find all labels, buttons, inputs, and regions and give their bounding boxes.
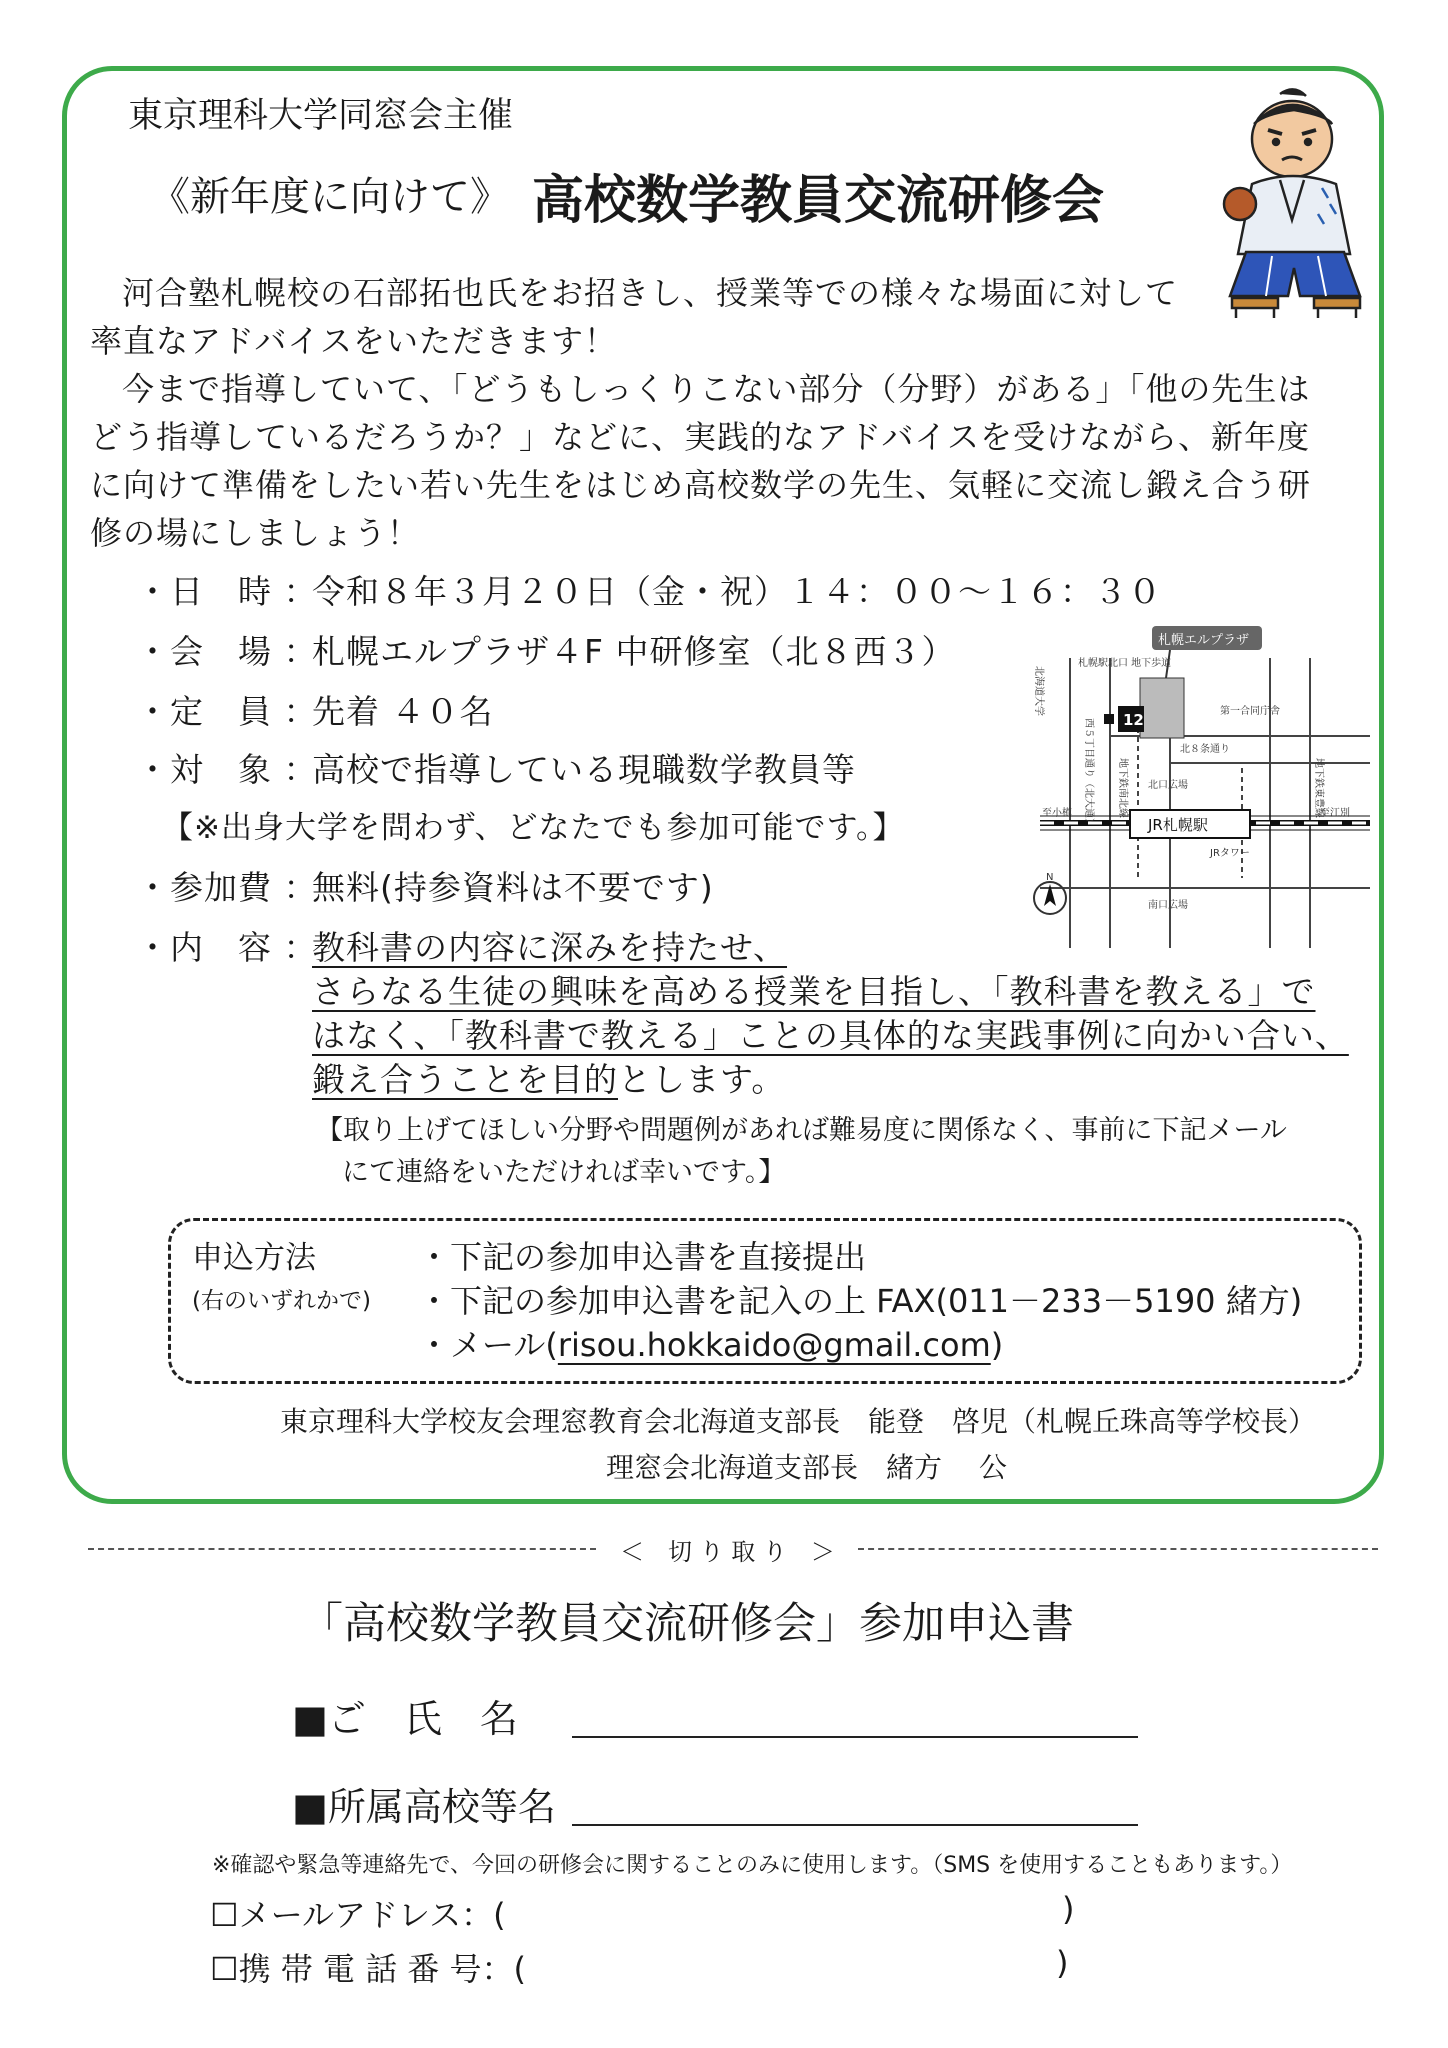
venue-map [1020, 618, 1370, 948]
capacity-label: ・定 員 ： [136, 692, 318, 731]
email-suffix: ) [990, 1326, 1004, 1364]
map-label-nishi5: 西５丁目通り（北大通） [1083, 718, 1094, 828]
map-label-exit-number: 12 [1123, 711, 1144, 729]
map-label-north-mark: N [1046, 872, 1054, 883]
target-value: 高校で指導している現職数学教員等 [312, 750, 856, 789]
map-label-north-plaza: 北口広場 [1148, 780, 1188, 791]
content-line-last [312, 1054, 785, 1101]
content-label: ・内 容 ： [136, 928, 318, 967]
privacy-note: ※確認や緊急等連絡先で、今回の研修会に関することのみに使用します。（SMS を使用することもあります。） [212, 1853, 1293, 1878]
content-line-underlined: 鍛え合うことを目的 [312, 1060, 618, 1099]
content-note: にて連絡をいただければ幸いです。】 [342, 1157, 786, 1188]
map-label-chikatetsu-nanboku: 地下鉄南北線 [1117, 758, 1128, 818]
intro-line: に向けて準備をしたい若い先生をはじめ高校数学の先生、気軽に交流し鍛え合う研 [90, 466, 1312, 504]
title-prefix: 《新年度に向けて》 [150, 174, 510, 220]
map-label-north8-street: 北８条通り [1180, 744, 1230, 755]
intro-line: どう指導しているだろうか？」などに、実践的なアドバイスを受けながら、新年度 [90, 418, 1311, 456]
school-label: ■所属高校等名 [292, 1785, 556, 1829]
map-label-elplaza: 札幌エルプラザ [1158, 633, 1250, 648]
map-label-govt-bldg: 第一合同庁舎 [1220, 706, 1280, 717]
signature-line: 東京理科大学校友会理窓教育会北海道支部長 能登 啓児（札幌丘珠高等学校長） [280, 1405, 1317, 1438]
email-field-close: ) [1062, 1890, 1075, 1928]
form-title: 「高校数学教員交流研修会」参加申込書 [300, 1599, 1074, 1649]
signature-line: 理窓会北海道支部長 緒方 公 [606, 1451, 1007, 1484]
page-title: 高校数学教員交流研修会 [532, 171, 1105, 231]
intro-line: 修の場にしましょう！ [90, 514, 421, 552]
name-label: ■ご 氏 名 [292, 1697, 518, 1741]
content-line: さらなる生徒の興味を高める授業を目指し、「教科書を教える」で [312, 972, 1316, 1011]
application-subheading: (右のいずれかで) [192, 1288, 371, 1314]
organizer: 東京理科大学同窓会主催 [128, 96, 514, 136]
phone-field-close: ) [1056, 1944, 1069, 1982]
map-label-exit-north: 札幌駅北口 地下歩道 [1078, 658, 1172, 669]
map-label-to-otaru: 至小樽 [1042, 808, 1072, 819]
map-label-station: JR札幌駅 [1148, 816, 1208, 834]
cut-label: ＜ 切 り 取 り ＞ [620, 1538, 835, 1566]
map-label-jr-tower: JRタワー [1210, 848, 1250, 859]
intro-line: 今まで指導していて、「どうもしっくりこない部分（分野）がある」「他の先生は [122, 370, 1311, 408]
content-line-tail: とします。 [618, 1060, 786, 1099]
map-label-chikatetsu-toho: 地下鉄東豊線 [1313, 758, 1324, 818]
application-method: ・下記の参加申込書を記入の上 FAX(011－233－5190 緒方) [418, 1282, 1303, 1320]
email-prefix: ・メール( [418, 1326, 558, 1364]
content-note: 【取り上げてほしい分野や問題例があれば難易度に関係なく、事前に下記メール [316, 1115, 1287, 1146]
fee-label: ・参加費 ： [136, 868, 318, 907]
name-field[interactable] [572, 1736, 1138, 1738]
date-label: ・日 時 ： [136, 572, 318, 611]
cut-line [88, 1548, 596, 1550]
application-method: ・下記の参加申込書を直接提出 [418, 1238, 867, 1276]
content-line: はなく、「教科書で教える」ことの具体的な実践事例に向かい合い、 [312, 1016, 1349, 1055]
map-label-south-plaza: 南口広場 [1148, 900, 1188, 911]
school-field[interactable] [572, 1824, 1138, 1826]
application-method-email [418, 1320, 1003, 1366]
map-label-to-kaiko: 至江別 [1320, 808, 1350, 819]
application-heading: 申込方法 [192, 1240, 316, 1276]
content-line: 教科書の内容に深みを持たせ、 [312, 928, 788, 967]
email-checkbox-label[interactable]: ☐メールアドレス：( [210, 1896, 506, 1934]
email-link[interactable]: risou.hokkaido@gmail.com [557, 1326, 991, 1364]
venue-value: 札幌エルプラザ４F 中研修室（北８西３） [312, 632, 956, 671]
map-label-hokudai: 北海道大学 [1033, 666, 1044, 716]
samurai-mascot-illustration [1210, 84, 1380, 324]
phone-checkbox-label[interactable]: ☐携 帯 電 話 番 号：( [210, 1950, 527, 1988]
fee-value: 無料(持参資料は不要です) [312, 868, 714, 907]
target-label: ・対 象 ： [136, 750, 318, 789]
target-note: 【※出身大学を問わず、どなたでも参加可能です。】 [162, 810, 905, 846]
date-value: 令和８年３月２０日（金・祝）１４：００〜１６：３０ [312, 572, 1162, 611]
intro-line: 率直なアドバイスをいただきます！ [90, 322, 618, 360]
capacity-value: 先着 ４０名 [312, 692, 494, 731]
cut-line [858, 1548, 1378, 1550]
venue-label: ・会 場 ： [136, 632, 318, 671]
intro-line: 河合塾札幌校の石部拓也氏をお招きし、授業等での様々な場面に対して [122, 274, 1179, 312]
